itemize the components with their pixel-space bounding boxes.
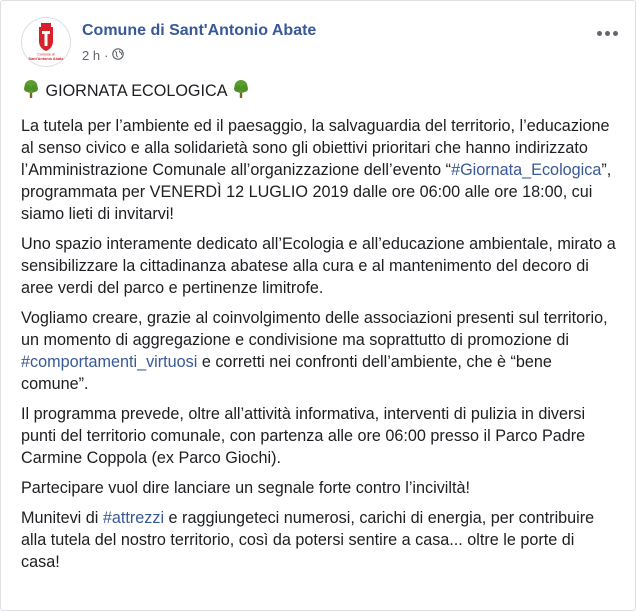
paragraph-text: Vogliamo creare, grazie al coinvolgimento delle associazioni presenti sul territorio, un momento di aggregazione e condivisione ma soprattutto di promozione di [21, 309, 608, 349]
logo-text-top: Comune di [37, 52, 55, 57]
paragraph-text: e corretti nei confronti dell’ambiente, che è “bene comune”. [21, 353, 552, 393]
paragraph-closing [21, 507, 617, 573]
hashtag-link[interactable]: #Giornata_Ecologica [451, 161, 602, 179]
paragraph-program: Il programma prevede, oltre all’attività informativa, interventi di pulizia in diversi punti del territorio comunale, con partenza alle ore 06:00 presso il Parco Padre Carmine Coppola (ex Parco Giochi). [21, 405, 586, 467]
post-body [21, 79, 617, 581]
paragraph-text: ”, programmata per VENERDÌ 12 LUGLIO 2019 dalle ore 06:00 alle ore 18:00, cui siamo lieti di invitarvi! [21, 161, 612, 223]
deciduous-tree-icon [21, 79, 41, 105]
hashtag-link[interactable]: #attrezzi [102, 509, 165, 527]
deciduous-tree-icon [231, 79, 251, 105]
paragraph-text: La tutela per l’ambiente ed il paesaggio, la salvaguardia del territorio, l’educazione al senso civico e alla solidarietà sono gli obiettivi prioritari che hanno indirizzato l’Amministrazione Comunale all’organizzazione dell’evento “ [21, 117, 610, 179]
hashtag-link[interactable]: #comportamenti_virtuosi [21, 353, 198, 371]
post-meta [82, 48, 124, 63]
paragraph-text: e raggiungeteci numerosi, carichi di energia, per contribuire alla tutela del nostro territorio, così da potersi sentire a casa... oltre le porte di casa! [21, 509, 595, 571]
paragraph-goals [21, 307, 617, 395]
paragraph-space: Uno spazio interamente dedicato all’Ecologia e all’educazione ambientale, mirato a sensibilizzare la cittadinanza abatese alla cura e al mantenimento del decoro di aree verdi del parco e pertinenze limitrofe. [21, 235, 616, 297]
post-timestamp[interactable]: 2 h [82, 48, 101, 63]
page-name-link[interactable]: Comune di Sant'Antonio Abate [82, 22, 317, 39]
meta-separator: · [104, 48, 109, 63]
page-avatar[interactable] [21, 17, 71, 67]
paragraph-call: Partecipare vuol dire lanciare un segnale forte contro l’inciviltà! [21, 479, 470, 497]
paragraph-text: Munitevi di [21, 509, 103, 527]
post-header [21, 17, 625, 73]
post-title: GIORNATA ECOLOGICA [45, 82, 227, 100]
more-options-icon[interactable] [593, 23, 621, 43]
globe-icon[interactable] [112, 48, 124, 63]
paragraph-intro [21, 115, 617, 225]
logo-text-bottom: Sant'Antonio Abate [28, 57, 64, 61]
municipality-logo [25, 21, 67, 63]
post-title-line [21, 79, 617, 105]
